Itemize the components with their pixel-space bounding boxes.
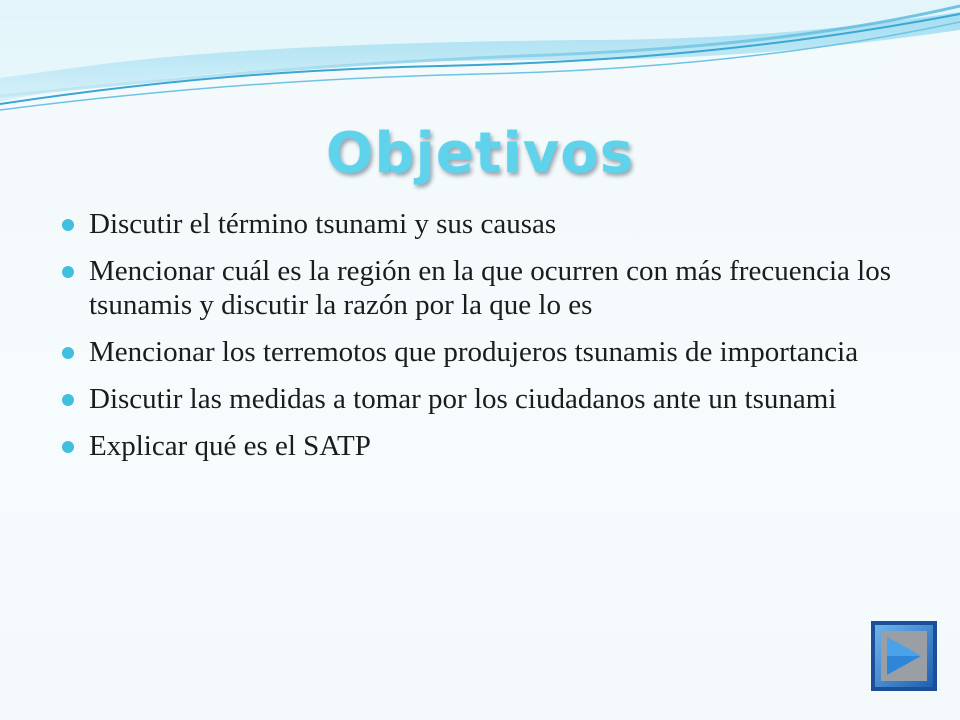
bullet-dot-icon: [62, 266, 74, 278]
next-slide-button[interactable]: [870, 620, 938, 692]
slide-title: Objetivos: [325, 121, 635, 186]
list-item-text: Mencionar cuál es la región en la que ocurren con más frecuencia los tsunamis y discutir la razón por la que lo es: [89, 255, 891, 321]
list-item: [60, 254, 910, 322]
list-item: [60, 335, 910, 369]
list-item: [60, 429, 910, 463]
list-item: [60, 382, 910, 416]
list-item-text: Mencionar los terremotos que produjeros tsunamis de importancia: [89, 336, 859, 368]
bullet-dot-icon: [62, 347, 74, 359]
list-item-text: Discutir las medidas a tomar por los ciudadanos ante un tsunami: [89, 383, 837, 415]
wave-header-decoration: [0, 0, 960, 130]
bullet-dot-icon: [62, 219, 74, 231]
list-item-text: Explicar qué es el SATP: [89, 430, 371, 462]
objectives-list: [60, 207, 910, 476]
bullet-dot-icon: [62, 394, 74, 406]
play-next-icon: [870, 620, 938, 692]
list-item-text: Discutir el término tsunami y sus causas: [89, 208, 557, 240]
list-item: [60, 207, 910, 241]
bullet-dot-icon: [62, 441, 74, 453]
